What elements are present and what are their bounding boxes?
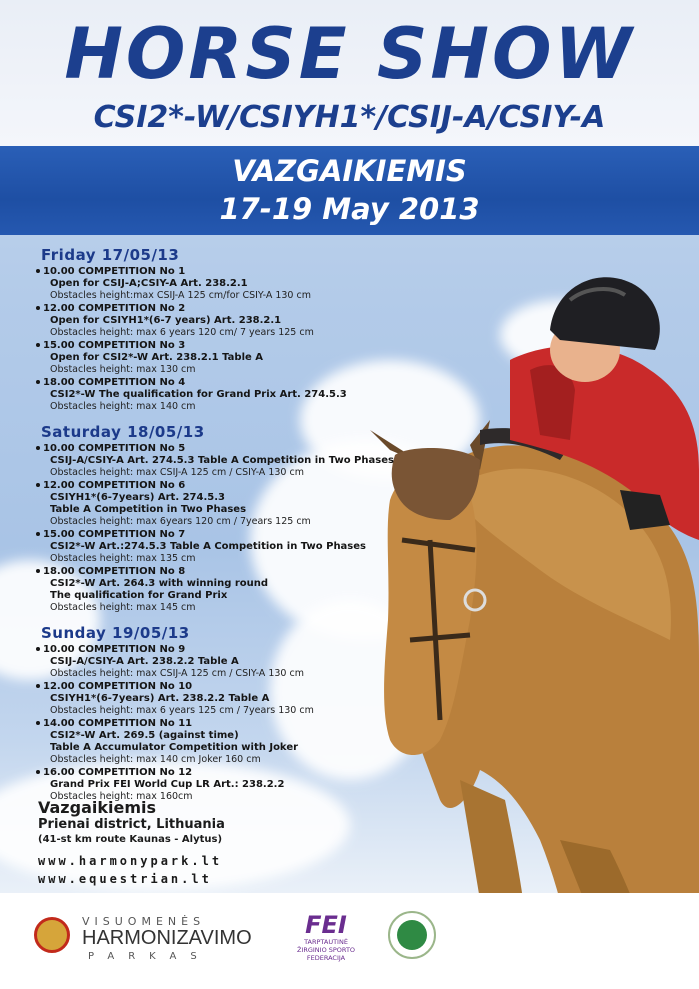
event-detail: CSI2*-W Art. 269.5 (against time) bbox=[50, 730, 239, 741]
event-obstacles: Obstacles height: max 135 cm bbox=[50, 553, 196, 564]
fei-logo bbox=[292, 912, 360, 964]
website-link[interactable]: www.harmonypark.lt bbox=[38, 854, 223, 868]
event-item bbox=[36, 718, 456, 766]
event-item bbox=[36, 340, 456, 376]
event-obstacles: Obstacles height:max CSIJ-A 125 cm/for CSIY-A 130 cm bbox=[50, 290, 311, 301]
event-detail: Grand Prix FEI World Cup LR Art.: 238.2.2 bbox=[50, 779, 285, 790]
website-link[interactable]: www.equestrian.lt bbox=[38, 872, 212, 886]
event-detail: CSIJ-A/CSIY-A Art. 274.5.3 Table A Competition in Two Phases bbox=[50, 455, 394, 466]
event-obstacles: Obstacles height: max 6 years 120 cm/ 7 years 125 cm bbox=[50, 327, 314, 338]
event-detail: Open for CSI2*-W Art. 238.2.1 Table A bbox=[50, 352, 263, 363]
event-head: 14.00 COMPETITION No 11 bbox=[43, 718, 193, 729]
event-head: 10.00 COMPETITION No 5 bbox=[43, 443, 186, 454]
event-detail: CSIJ-A/CSIY-A Art. 238.2.2 Table A bbox=[50, 656, 239, 667]
event-obstacles: Obstacles height: max CSIJ-A 125 cm / CSIY-A 130 cm bbox=[50, 668, 304, 679]
event-head: 12.00 COMPETITION No 10 bbox=[43, 681, 193, 692]
event-item bbox=[36, 266, 456, 302]
event-detail: Table A Accumulator Competition with Joker bbox=[50, 742, 299, 753]
event-head: 16.00 COMPETITION No 12 bbox=[43, 767, 193, 778]
event-detail: Open for CSIJ-A;CSIY-A Art. 238.2.1 bbox=[50, 278, 248, 289]
day-friday bbox=[36, 246, 456, 413]
event-detail: CSIYH1*(6-7years) Art. 274.5.3 bbox=[50, 492, 225, 503]
event-item bbox=[36, 377, 456, 413]
event-head: 10.00 COMPETITION No 9 bbox=[43, 644, 186, 655]
day-title: Friday 17/05/13 bbox=[41, 246, 180, 264]
logo-text: FEDERACIJA bbox=[306, 954, 346, 962]
event-detail: CSI2*-W Art.:274.5.3 Table A Competition in Two Phases bbox=[50, 541, 366, 552]
event-detail: The qualification for Grand Prix bbox=[50, 590, 228, 601]
logo-text: HARMONIZAVIMO bbox=[82, 927, 252, 949]
event-item bbox=[36, 566, 456, 614]
logo-text: TARPTAUTINĖ bbox=[304, 938, 348, 946]
day-sunday bbox=[36, 624, 456, 803]
fei-mark: FEI bbox=[305, 911, 347, 939]
logo-text: PARKAS bbox=[88, 951, 211, 962]
place-name: Vazgaikiemis bbox=[38, 798, 157, 817]
lithuanian-federation-logo-icon bbox=[388, 911, 436, 959]
district: Prienai district, Lithuania bbox=[38, 817, 225, 832]
event-head: 15.00 COMPETITION No 7 bbox=[43, 529, 186, 540]
event-obstacles: Obstacles height: max 140 cm Joker 160 cm bbox=[50, 754, 261, 765]
event-head: 10.00 COMPETITION No 1 bbox=[43, 266, 186, 277]
event-detail: Open for CSIYH1*(6-7 years) Art. 238.2.1 bbox=[50, 315, 282, 326]
route: (41-st km route Kaunas - Alytus) bbox=[38, 834, 223, 845]
event-head: 12.00 COMPETITION No 2 bbox=[43, 303, 186, 314]
event-item bbox=[36, 644, 456, 680]
contact-block bbox=[38, 798, 338, 888]
day-saturday bbox=[36, 423, 456, 614]
event-dates: 17-19 May 2013 bbox=[219, 192, 480, 226]
event-head: 12.00 COMPETITION No 6 bbox=[43, 480, 186, 491]
event-obstacles: Obstacles height: max 130 cm bbox=[50, 364, 196, 375]
event-item bbox=[36, 443, 456, 479]
harmony-park-logo bbox=[34, 915, 266, 962]
schedule bbox=[36, 246, 456, 804]
event-obstacles: Obstacles height: max 6 years 125 cm / 7years 130 cm bbox=[50, 705, 314, 716]
day-title: Sunday 19/05/13 bbox=[41, 624, 190, 642]
show-title: HORSE SHOW bbox=[64, 13, 635, 95]
event-detail: Table A Competition in Two Phases bbox=[50, 504, 247, 515]
event-head: 15.00 COMPETITION No 3 bbox=[43, 340, 186, 351]
event-obstacles: Obstacles height: max 160cm bbox=[50, 791, 193, 802]
venue-name: VAZGAIKIEMIS bbox=[232, 154, 467, 188]
event-obstacles: Obstacles height: max 140 cm bbox=[50, 401, 196, 412]
event-obstacles: Obstacles height: max CSIJ-A 125 cm / CSIY-A 130 cm bbox=[50, 467, 304, 478]
event-item bbox=[36, 529, 456, 565]
event-obstacles: Obstacles height: max 6years 120 cm / 7years 125 cm bbox=[50, 516, 311, 527]
harmony-park-emblem-icon bbox=[34, 917, 70, 953]
event-head: 18.00 COMPETITION No 4 bbox=[43, 377, 186, 388]
event-item bbox=[36, 303, 456, 339]
event-item bbox=[36, 480, 456, 528]
event-head: 18.00 COMPETITION No 8 bbox=[43, 566, 186, 577]
event-detail: CSI2*-W Art. 264.3 with winning round bbox=[50, 578, 269, 589]
event-item bbox=[36, 681, 456, 717]
logo-text: VISUOMENĖS bbox=[82, 915, 206, 928]
logo-text: ŽIRGINIO SPORTO bbox=[296, 946, 356, 954]
day-title: Saturday 18/05/13 bbox=[41, 423, 205, 441]
event-detail: CSIYH1*(6-7years) Art. 238.2.2 Table A bbox=[50, 693, 270, 704]
event-obstacles: Obstacles height: max 145 cm bbox=[50, 602, 196, 613]
event-detail: CSI2*-W The qualification for Grand Prix Art. 274.5.3 bbox=[50, 389, 347, 400]
show-subtitle: CSI2*-W/CSIYH1*/CSIJ-A/CSIY-A bbox=[93, 100, 606, 135]
